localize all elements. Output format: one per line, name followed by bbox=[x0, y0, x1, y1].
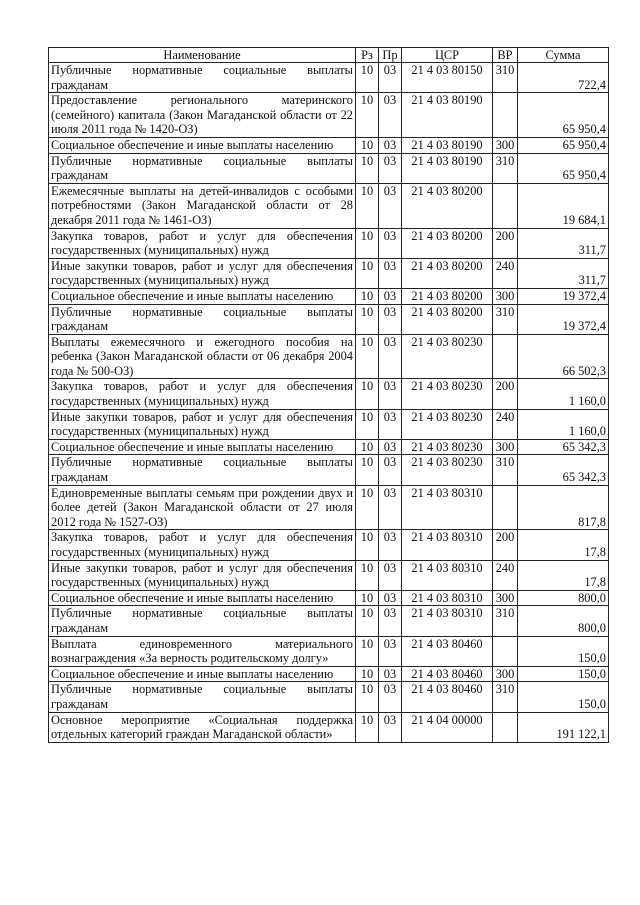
cell-rz: 10 bbox=[356, 485, 379, 530]
table-row bbox=[49, 379, 609, 409]
cell-rz: 10 bbox=[356, 409, 379, 439]
cell-pr: 03 bbox=[379, 379, 402, 409]
header-name: Наименование bbox=[49, 48, 356, 63]
cell-vr bbox=[493, 636, 518, 666]
cell-vr: 300 bbox=[493, 666, 518, 682]
cell-pr: 03 bbox=[379, 666, 402, 682]
cell-name: Закупка товаров, работ и услуг для обеспечения государственных (муниципальных) нужд bbox=[49, 228, 356, 258]
cell-pr: 03 bbox=[379, 93, 402, 138]
cell-rz: 10 bbox=[356, 560, 379, 590]
cell-rz: 10 bbox=[356, 137, 379, 153]
cell-csr: 21 4 03 80230 bbox=[402, 334, 493, 379]
cell-pr: 03 bbox=[379, 183, 402, 228]
table-row bbox=[49, 590, 609, 606]
cell-csr: 21 4 03 80230 bbox=[402, 455, 493, 485]
cell-csr: 21 4 03 80200 bbox=[402, 258, 493, 288]
cell-name: Иные закупки товаров, работ и услуг для обеспечения государственных (муниципальных) нужд bbox=[49, 258, 356, 288]
cell-name: Социальное обеспечение и иные выплаты населению bbox=[49, 590, 356, 606]
table-row bbox=[49, 409, 609, 439]
cell-pr: 03 bbox=[379, 409, 402, 439]
cell-rz: 10 bbox=[356, 636, 379, 666]
cell-name: Публичные нормативные социальные выплаты гражданам bbox=[49, 153, 356, 183]
cell-pr: 03 bbox=[379, 288, 402, 304]
cell-name: Публичные нормативные социальные выплаты гражданам bbox=[49, 63, 356, 93]
budget-table bbox=[48, 47, 609, 743]
cell-rz: 10 bbox=[356, 228, 379, 258]
cell-sum: 191 122,1 bbox=[518, 712, 609, 742]
cell-name: Ежемесячные выплаты на детей-инвалидов с особыми потребностями (Закон Магаданской области от 28 декабря 2011 года № 1461-ОЗ) bbox=[49, 183, 356, 228]
cell-sum: 65 342,3 bbox=[518, 455, 609, 485]
cell-csr: 21 4 03 80200 bbox=[402, 183, 493, 228]
cell-name: Закупка товаров, работ и услуг для обеспечения государственных (муниципальных) нужд bbox=[49, 379, 356, 409]
cell-csr: 21 4 04 00000 bbox=[402, 712, 493, 742]
cell-sum: 19 372,4 bbox=[518, 288, 609, 304]
cell-name: Социальное обеспечение и иные выплаты населению bbox=[49, 666, 356, 682]
cell-pr: 03 bbox=[379, 682, 402, 712]
table-row bbox=[49, 682, 609, 712]
cell-pr: 03 bbox=[379, 304, 402, 334]
cell-pr: 03 bbox=[379, 712, 402, 742]
cell-pr: 03 bbox=[379, 63, 402, 93]
cell-csr: 21 4 03 80200 bbox=[402, 288, 493, 304]
cell-csr: 21 4 03 80150 bbox=[402, 63, 493, 93]
cell-sum: 65 950,4 bbox=[518, 153, 609, 183]
cell-name: Публичные нормативные социальные выплаты гражданам bbox=[49, 682, 356, 712]
table-row bbox=[49, 304, 609, 334]
cell-name: Иные закупки товаров, работ и услуг для обеспечения государственных (муниципальных) нужд bbox=[49, 409, 356, 439]
cell-rz: 10 bbox=[356, 288, 379, 304]
header-vr: ВР bbox=[493, 48, 518, 63]
cell-sum: 150,0 bbox=[518, 666, 609, 682]
table-row bbox=[49, 712, 609, 742]
cell-name: Социальное обеспечение и иные выплаты населению bbox=[49, 288, 356, 304]
cell-csr: 21 4 03 80310 bbox=[402, 485, 493, 530]
header-csr: ЦСР bbox=[402, 48, 493, 63]
cell-sum: 65 950,4 bbox=[518, 137, 609, 153]
table-row bbox=[49, 183, 609, 228]
cell-vr: 310 bbox=[493, 682, 518, 712]
cell-rz: 10 bbox=[356, 183, 379, 228]
document-page bbox=[48, 47, 608, 743]
cell-rz: 10 bbox=[356, 455, 379, 485]
cell-sum: 722,4 bbox=[518, 63, 609, 93]
cell-name: Основное мероприятие «Социальная поддержка отдельных категорий граждан Магаданской области» bbox=[49, 712, 356, 742]
cell-vr: 310 bbox=[493, 153, 518, 183]
table-row bbox=[49, 334, 609, 379]
cell-name: Иные закупки товаров, работ и услуг для обеспечения государственных (муниципальных) нужд bbox=[49, 560, 356, 590]
cell-vr: 240 bbox=[493, 258, 518, 288]
cell-name: Публичные нормативные социальные выплаты гражданам bbox=[49, 304, 356, 334]
cell-pr: 03 bbox=[379, 228, 402, 258]
cell-pr: 03 bbox=[379, 636, 402, 666]
table-row bbox=[49, 606, 609, 636]
cell-pr: 03 bbox=[379, 485, 402, 530]
cell-vr: 310 bbox=[493, 606, 518, 636]
cell-vr: 300 bbox=[493, 288, 518, 304]
cell-sum: 17,8 bbox=[518, 560, 609, 590]
cell-name: Публичные нормативные социальные выплаты гражданам bbox=[49, 606, 356, 636]
cell-sum: 800,0 bbox=[518, 590, 609, 606]
cell-vr: 300 bbox=[493, 590, 518, 606]
cell-csr: 21 4 03 80460 bbox=[402, 682, 493, 712]
cell-rz: 10 bbox=[356, 530, 379, 560]
cell-rz: 10 bbox=[356, 712, 379, 742]
cell-sum: 150,0 bbox=[518, 636, 609, 666]
cell-vr: 310 bbox=[493, 63, 518, 93]
cell-rz: 10 bbox=[356, 682, 379, 712]
cell-name: Социальное обеспечение и иные выплаты населению bbox=[49, 439, 356, 455]
cell-csr: 21 4 03 80230 bbox=[402, 379, 493, 409]
cell-sum: 17,8 bbox=[518, 530, 609, 560]
cell-sum: 65 342,3 bbox=[518, 439, 609, 455]
cell-name: Предоставление регионального материнского (семейного) капитала (Закон Магаданской области от 22 июля 2011 года № 1420-ОЗ) bbox=[49, 93, 356, 138]
cell-vr: 240 bbox=[493, 560, 518, 590]
cell-csr: 21 4 03 80460 bbox=[402, 636, 493, 666]
cell-rz: 10 bbox=[356, 439, 379, 455]
header-rz: Рз bbox=[356, 48, 379, 63]
table-row bbox=[49, 153, 609, 183]
cell-sum: 19 372,4 bbox=[518, 304, 609, 334]
table-row bbox=[49, 93, 609, 138]
cell-sum: 800,0 bbox=[518, 606, 609, 636]
cell-pr: 03 bbox=[379, 606, 402, 636]
cell-rz: 10 bbox=[356, 258, 379, 288]
cell-vr bbox=[493, 183, 518, 228]
cell-pr: 03 bbox=[379, 334, 402, 379]
cell-csr: 21 4 03 80190 bbox=[402, 93, 493, 138]
cell-name: Социальное обеспечение и иные выплаты населению bbox=[49, 137, 356, 153]
header-pr: Пр bbox=[379, 48, 402, 63]
table-row bbox=[49, 636, 609, 666]
cell-csr: 21 4 03 80190 bbox=[402, 153, 493, 183]
cell-pr: 03 bbox=[379, 560, 402, 590]
cell-csr: 21 4 03 80190 bbox=[402, 137, 493, 153]
header-sum: Сумма bbox=[518, 48, 609, 63]
cell-sum: 150,0 bbox=[518, 682, 609, 712]
cell-vr: 200 bbox=[493, 530, 518, 560]
cell-sum: 1 160,0 bbox=[518, 379, 609, 409]
cell-vr: 200 bbox=[493, 379, 518, 409]
table-row bbox=[49, 228, 609, 258]
cell-pr: 03 bbox=[379, 153, 402, 183]
cell-rz: 10 bbox=[356, 379, 379, 409]
cell-pr: 03 bbox=[379, 439, 402, 455]
table-row bbox=[49, 288, 609, 304]
cell-vr: 240 bbox=[493, 409, 518, 439]
cell-pr: 03 bbox=[379, 258, 402, 288]
cell-pr: 03 bbox=[379, 590, 402, 606]
cell-csr: 21 4 03 80460 bbox=[402, 666, 493, 682]
cell-rz: 10 bbox=[356, 153, 379, 183]
cell-rz: 10 bbox=[356, 334, 379, 379]
table-row bbox=[49, 530, 609, 560]
cell-csr: 21 4 03 80200 bbox=[402, 304, 493, 334]
cell-vr bbox=[493, 334, 518, 379]
cell-pr: 03 bbox=[379, 137, 402, 153]
cell-pr: 03 bbox=[379, 530, 402, 560]
cell-vr bbox=[493, 485, 518, 530]
cell-rz: 10 bbox=[356, 606, 379, 636]
table-row bbox=[49, 439, 609, 455]
table-row bbox=[49, 455, 609, 485]
cell-csr: 21 4 03 80230 bbox=[402, 439, 493, 455]
cell-rz: 10 bbox=[356, 93, 379, 138]
cell-name: Единовременные выплаты семьям при рождении двух и более детей (Закон Магаданской области от 27 июля 2012 года № 1527-ОЗ) bbox=[49, 485, 356, 530]
cell-csr: 21 4 03 80230 bbox=[402, 409, 493, 439]
cell-vr: 310 bbox=[493, 455, 518, 485]
cell-csr: 21 4 03 80310 bbox=[402, 530, 493, 560]
cell-csr: 21 4 03 80310 bbox=[402, 606, 493, 636]
cell-sum: 65 950,4 bbox=[518, 93, 609, 138]
cell-sum: 66 502,3 bbox=[518, 334, 609, 379]
cell-vr: 310 bbox=[493, 304, 518, 334]
cell-vr: 200 bbox=[493, 228, 518, 258]
cell-rz: 10 bbox=[356, 63, 379, 93]
cell-vr: 300 bbox=[493, 137, 518, 153]
cell-sum: 817,8 bbox=[518, 485, 609, 530]
table-row bbox=[49, 485, 609, 530]
cell-csr: 21 4 03 80310 bbox=[402, 590, 493, 606]
cell-vr: 300 bbox=[493, 439, 518, 455]
cell-pr: 03 bbox=[379, 455, 402, 485]
cell-name: Выплаты ежемесячного и ежегодного пособия на ребенка (Закон Магаданской области от 06 декабря 2004 года № 500-ОЗ) bbox=[49, 334, 356, 379]
cell-rz: 10 bbox=[356, 590, 379, 606]
cell-csr: 21 4 03 80200 bbox=[402, 228, 493, 258]
cell-csr: 21 4 03 80310 bbox=[402, 560, 493, 590]
cell-sum: 19 684,1 bbox=[518, 183, 609, 228]
cell-name: Публичные нормативные социальные выплаты гражданам bbox=[49, 455, 356, 485]
cell-sum: 311,7 bbox=[518, 228, 609, 258]
cell-sum: 1 160,0 bbox=[518, 409, 609, 439]
table-row bbox=[49, 137, 609, 153]
cell-sum: 311,7 bbox=[518, 258, 609, 288]
table-header-row bbox=[49, 48, 609, 63]
table-row bbox=[49, 63, 609, 93]
cell-name: Закупка товаров, работ и услуг для обеспечения государственных (муниципальных) нужд bbox=[49, 530, 356, 560]
cell-name: Выплата единовременного материального вознаграждения «За верность родительскому долгу» bbox=[49, 636, 356, 666]
cell-rz: 10 bbox=[356, 666, 379, 682]
cell-vr bbox=[493, 712, 518, 742]
table-row bbox=[49, 258, 609, 288]
table-row bbox=[49, 666, 609, 682]
cell-rz: 10 bbox=[356, 304, 379, 334]
cell-vr bbox=[493, 93, 518, 138]
table-row bbox=[49, 560, 609, 590]
